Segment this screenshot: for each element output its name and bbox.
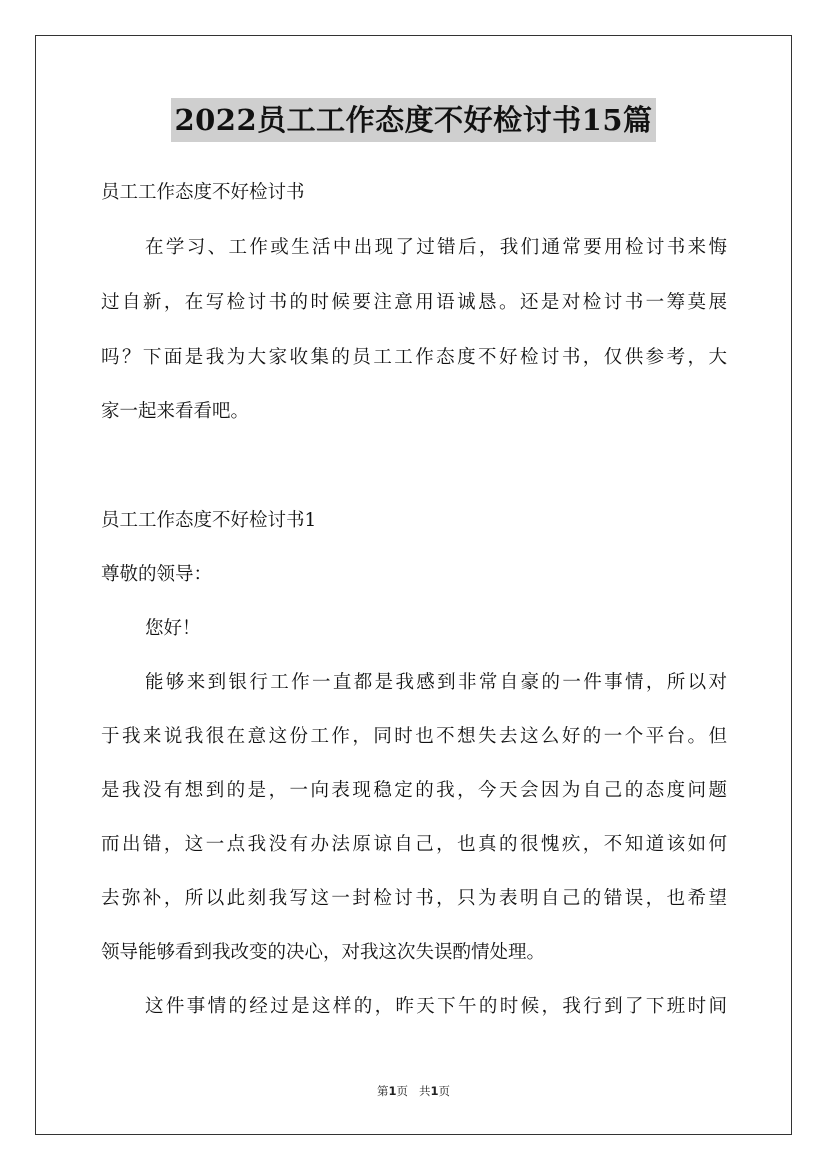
intro-line-3: 吗？下面是我为大家收集的员工工作态度不好检讨书，仅供参考，大 [101, 347, 727, 368]
title-container [0, 98, 827, 142]
page-footer [0, 1083, 827, 1099]
footer-mid: 页 共 [396, 1084, 431, 1098]
intro-line-2: 过自新，在写检讨书的时候要注意用语诚恳。还是对检讨书一筹莫展 [101, 292, 727, 313]
body-line-5: 去弥补，所以此刻我写这一封检讨书，只为表明自己的错误，也希望 [101, 888, 727, 909]
section-heading: 员工工作态度不好检讨书 [101, 182, 305, 203]
greeting: 您好！ [145, 618, 201, 639]
footer-page-total: 1 [430, 1084, 439, 1098]
footer-suffix: 页 [438, 1084, 450, 1098]
body-line-2: 于我来说我很在意这份工作，同时也不想失去这么好的一个平台。但 [101, 726, 727, 747]
footer-page-current: 1 [388, 1084, 397, 1098]
article-heading: 员工工作态度不好检讨书1 [101, 510, 317, 531]
footer-prefix: 第 [377, 1084, 389, 1098]
document-title: 2022员工工作态度不好检讨书15篇 [171, 98, 655, 142]
body-line-6: 领导能够看到我改变的决心，对我这次失误酌情处理。 [101, 942, 546, 963]
body-line-1: 能够来到银行工作一直都是我感到非常自豪的一件事情，所以对 [145, 672, 727, 693]
body-line-7: 这件事情的经过是这样的，昨天下午的时候，我行到了下班时间 [145, 996, 727, 1017]
intro-line-1: 在学习、工作或生活中出现了过错后，我们通常要用检讨书来悔 [145, 237, 727, 258]
body-line-4: 而出错，这一点我没有办法原谅自己，也真的很愧疚，不知道该如何 [101, 834, 727, 855]
body-line-3: 是我没有想到的是，一向表现稳定的我，今天会因为自己的态度问题 [101, 780, 727, 801]
intro-line-4: 家一起来看看吧。 [101, 401, 250, 422]
salutation: 尊敬的领导： [101, 564, 213, 585]
